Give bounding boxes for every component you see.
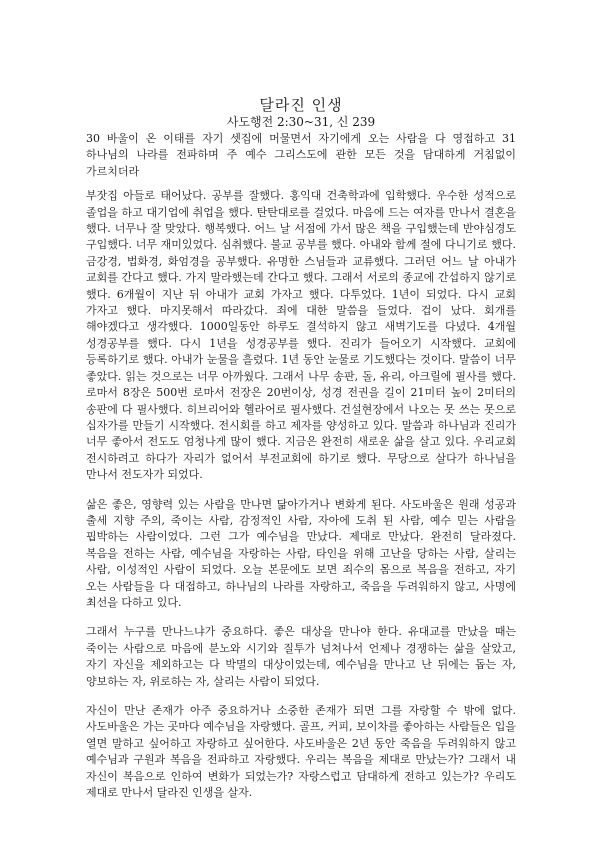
sermon-page xyxy=(86,96,516,801)
page-title: 달라진 인생 xyxy=(259,96,343,114)
scripture-reference: 사도행전 2:30~31, 신 239 xyxy=(226,115,376,129)
paragraph-boasting: 자신이 만난 존재가 아주 중요하거나 소중한 존재가 되면 그를 자랑할 수 밖에 없다. 사도바울은 가는 곳마다 예수님을 자랑했다. 골프, 커피, 보이차를 좋아하는 사람들은 입을 열면 말하고 싶어하고 자랑하고 싶어한다. 사도바울은 2년 동안 죽음을 두려워하지 않고 예수님과 구원과 복음을 전파하고 자랑했다. 우리는 복음을 제대로 만났는가? 그래서 내 자신이 복음으로 인하여 변화가 되었는가? 자랑스럽고 담대하게 전하고 있는가? 우리도 제대로 만나서 달라진 인생을 살자. xyxy=(86,704,516,800)
paragraph-who-you-meet: 그래서 누구를 만나느냐가 중요하다. 좋은 대상을 만나야 한다. 유대교를 만났을 때는 죽이는 사람으로 마음에 분노와 시기와 질투가 넘쳐나서 언제나 경쟁하는 삶을 살았고, 자기 자신을 제외하고는 다 박멸의 대상이었는데, 예수님을 만나고 난 뒤에는 돕는 자, 양보하는 자, 위로하는 자, 살리는 사람이 되었다. xyxy=(86,625,516,688)
paragraph-testimony: 부잣집 아들로 태어났다. 공부를 잘했다. 홍익대 건축학과에 입학했다. 우수한 성적으로 졸업을 하고 대기업에 취업을 했다. 탄탄대로를 걸었다. 마음에 드는 여자를 만나서 결혼을 했다. 너무나 잘 맞았다. 행복했다. 어느 날 서점에 가서 많은 책을 구입했는데 반야심경도 구입했다. 너무 재미있었다. 심취했다. 불교 공부를 했다. 아내와 함께 절에 다니기로 했다. 금강경, 법화경, 화엄경을 공부했다. 유명한 스님들과 교류했다. 그러던 어느 날 아내가 교회를 간다고 했다. 가지 말라했는데 간다고 했다. 그래서 서로의 종교에 간섭하지 않기로 했다. 6개월이 지난 뒤 아내가 교회 가자고 했다. 다투었다. 1년이 되었다. 다시 교회 가자고 했다. 마지못해서 따라갔다. 죄에 대한 말씀을 들었다. 겁이 났다. 회개를 해야겠다고 생각했다. 1000일동안 하루도 결석하지 않고 새벽기도를 다녔다. 4개월 성경공부를 했다. 다시 1년을 성경공부를 했다. 진리가 들어오기 시작했다. 교회에 등록하기로 했다. 아내가 눈물을 흘렸다. 1년 동안 눈물로 기도했다는 것이다. 말씀이 너무 좋았다. 읽는 것으로는 너무 아까웠다. 그래서 나무 송판, 돌, 유리, 아크릴에 필사를 했다. 로마서 8장은 500번 로마서 전장은 20번이상, 성경 전권을 길이 21미터 높이 2미터의 송판에 다 필사했다. 히브리어와 헬라어로 필사했다. 건설현장에서 나오는 못 쓰는 못으로 십자가를 만들기 시작했다. 전시회를 하고 제자를 양성하고 있다. 말씀과 하나님과 진리가 너무 좋아서 전도도 엄청나게 많이 했다. 지금은 완전히 새로운 삶을 살고 있다. 우리교회 전시하려고 하다가 자리가 없어서 부전교회에 하기로 했다. 무당으로 살다가 하나님을 만나서 전도자가 되었다. xyxy=(86,189,516,482)
scripture-text: 30 바울이 온 이태를 자기 셋집에 머물면서 자기에게 오는 사람을 다 영접하고 31 하나님의 나라를 전파하며 주 예수 그리스도에 관한 모든 것을 담대하게 거침없이 가르치더라 xyxy=(86,132,516,178)
paragraph-paul-change: 삶은 좋은, 영향력 있는 사람을 만나면 닮아가거나 변화게 된다. 사도바울은 원래 성공과 출세 지향 주의, 죽이는 사람, 감정적인 사람, 자아에 도취 된 사람, 예수 믿는 사람을 핍박하는 사람이었다. 그런 그가 예수님을 만났다. 제대로 만났다. 완전히 달라졌다. 복음을 전하는 사람, 예수님을 자랑하는 사람, 타인을 위해 고난을 당하는 사람, 살리는 사람, 이성적인 사람이 되었다. 오늘 본문에도 보면 죄수의 몸으로 복음을 전하고, 자기 오는 사람들을 다 대접하고, 하나님의 나라를 자랑하고, 죽음을 두려워하지 않고, 사명에 최선을 다하고 있다. xyxy=(86,497,516,609)
